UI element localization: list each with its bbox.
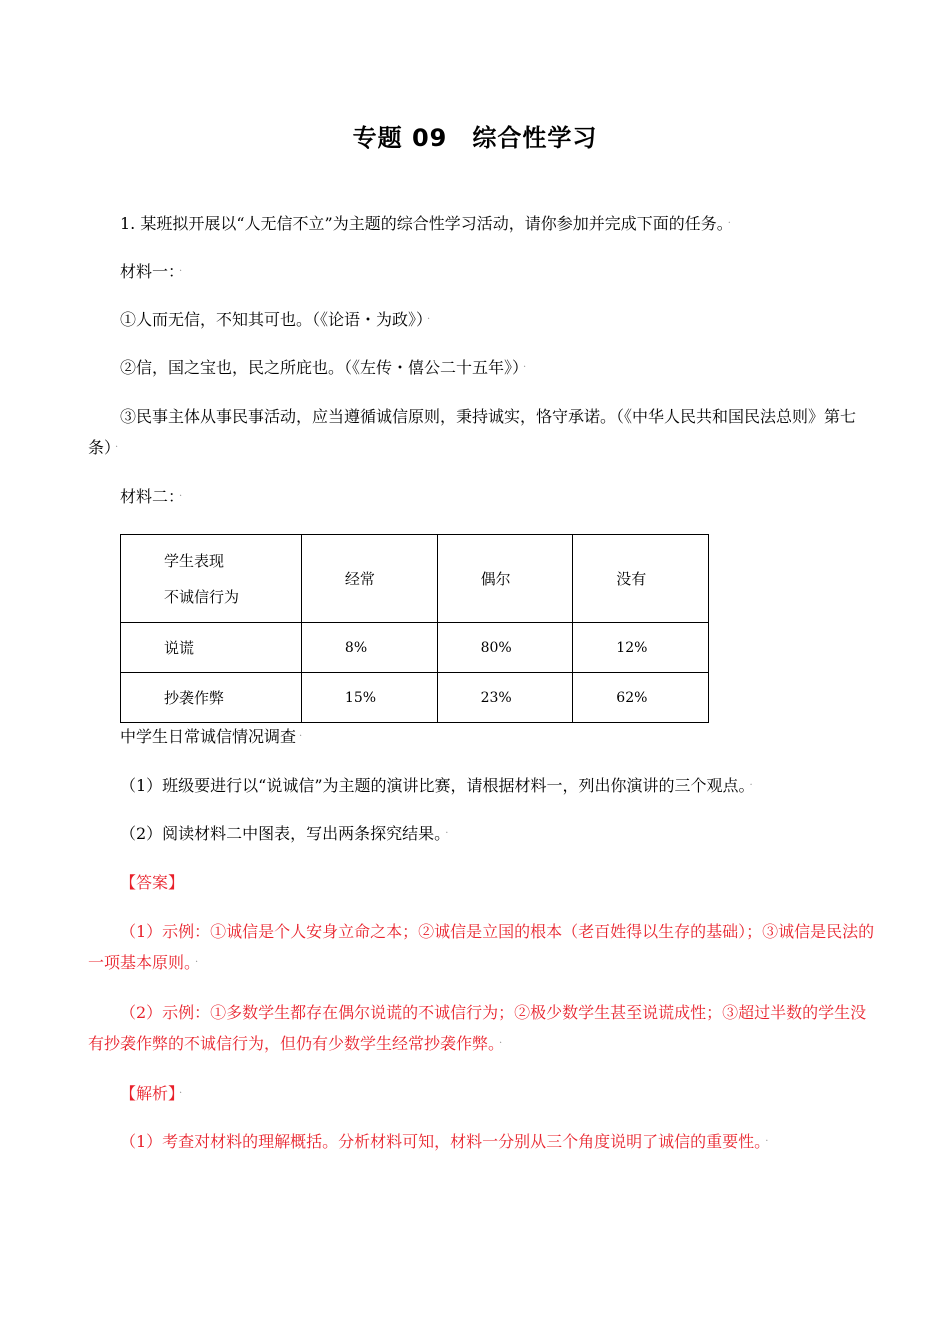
page-title: 专题 09 综合性学习: [352, 124, 598, 152]
table-cell: 12%: [573, 623, 709, 673]
paragraph-mark: ·: [427, 314, 431, 325]
paragraph-mark: ·: [299, 731, 303, 742]
paragraph-mark: ·: [727, 218, 731, 229]
paragraph-mark: ·: [179, 1088, 183, 1099]
table-cell: 80%: [437, 623, 573, 673]
task-1: （1）班级要进行以“说诚信”为主题的演讲比赛，请根据材料一，列出你演讲的三个观点。 ·: [120, 776, 753, 795]
table-cell: 15%: [301, 673, 437, 723]
paragraph-mark: ·: [445, 828, 449, 839]
row-label: 抄袭作弊: [121, 673, 302, 723]
paragraph-mark: ·: [499, 1038, 503, 1049]
table-cell: 8%: [301, 623, 437, 673]
paragraph-mark: ·: [749, 780, 753, 791]
corner-bottom-label: 不诚信行为: [164, 587, 240, 606]
column-header: 没有: [573, 535, 709, 623]
column-header: 经常: [301, 535, 437, 623]
material1-item-1: ①人而无信，不知其可也。（《论语・为政》） ·: [120, 310, 431, 329]
analysis-label: 【解析】 ·: [120, 1084, 183, 1103]
paragraph-mark: ·: [523, 362, 527, 373]
answer-label: 【答案】: [120, 873, 185, 892]
analysis-item-1: （1）考查对材料的理解概括。分析材料可知，材料一分别从三个角度说明了诚信的重要性。 ·: [120, 1132, 769, 1151]
material2-heading: 材料二： ·: [120, 487, 183, 506]
paragraph-mark: ·: [179, 266, 183, 277]
table-corner-cell: [121, 535, 302, 623]
column-header: 偶尔: [437, 535, 573, 623]
table-cell: 23%: [437, 673, 573, 723]
material1-item-2: ②信，国之宝也，民之所庇也。（《左传・僖公二十五年》） ·: [120, 358, 527, 377]
answer-item-1: （1）示例：①诚信是个人安身立命之本；②诚信是立国的根本（老百姓得以生存的基础）；③诚信是民法的一项基本原则。 ·: [88, 922, 875, 972]
task-2: （2）阅读材料二中图表，写出两条探究结果。 ·: [120, 824, 449, 843]
table-cell: 62%: [573, 673, 709, 723]
corner-top-label: 学生表现: [164, 551, 225, 570]
table-row: [121, 623, 709, 673]
paragraph-mark: ·: [195, 957, 199, 968]
paragraph-mark: ·: [115, 442, 119, 453]
answer-item-2: （2）示例：①多数学生都存在偶尔说谎的不诚信行为；②极少数学生甚至说谎成性；③超过半数的学生没有抄袭作弊的不诚信行为，但仍有少数学生经常抄袭作弊。 ·: [88, 1003, 867, 1053]
question-intro: 1. 某班拟开展以“人无信不立”为主题的综合性学习活动，请你参加并完成下面的任务。 ·: [120, 214, 731, 233]
material1-item-3: ③民事主体从事民事活动，应当遵循诚信原则，秉持诚实，恪守承诺。（《中华人民共和国民法总则》第七条） ·: [88, 407, 857, 457]
table-row: [121, 673, 709, 723]
survey-table: [120, 534, 709, 723]
paragraph-mark: ·: [179, 491, 183, 502]
table-header-row: [121, 535, 709, 623]
paragraph-mark: ·: [765, 1136, 769, 1147]
row-label: 说谎: [121, 623, 302, 673]
table-caption: 中学生日常诚信情况调查 ·: [120, 727, 303, 746]
material1-heading: 材料一： ·: [120, 262, 183, 281]
